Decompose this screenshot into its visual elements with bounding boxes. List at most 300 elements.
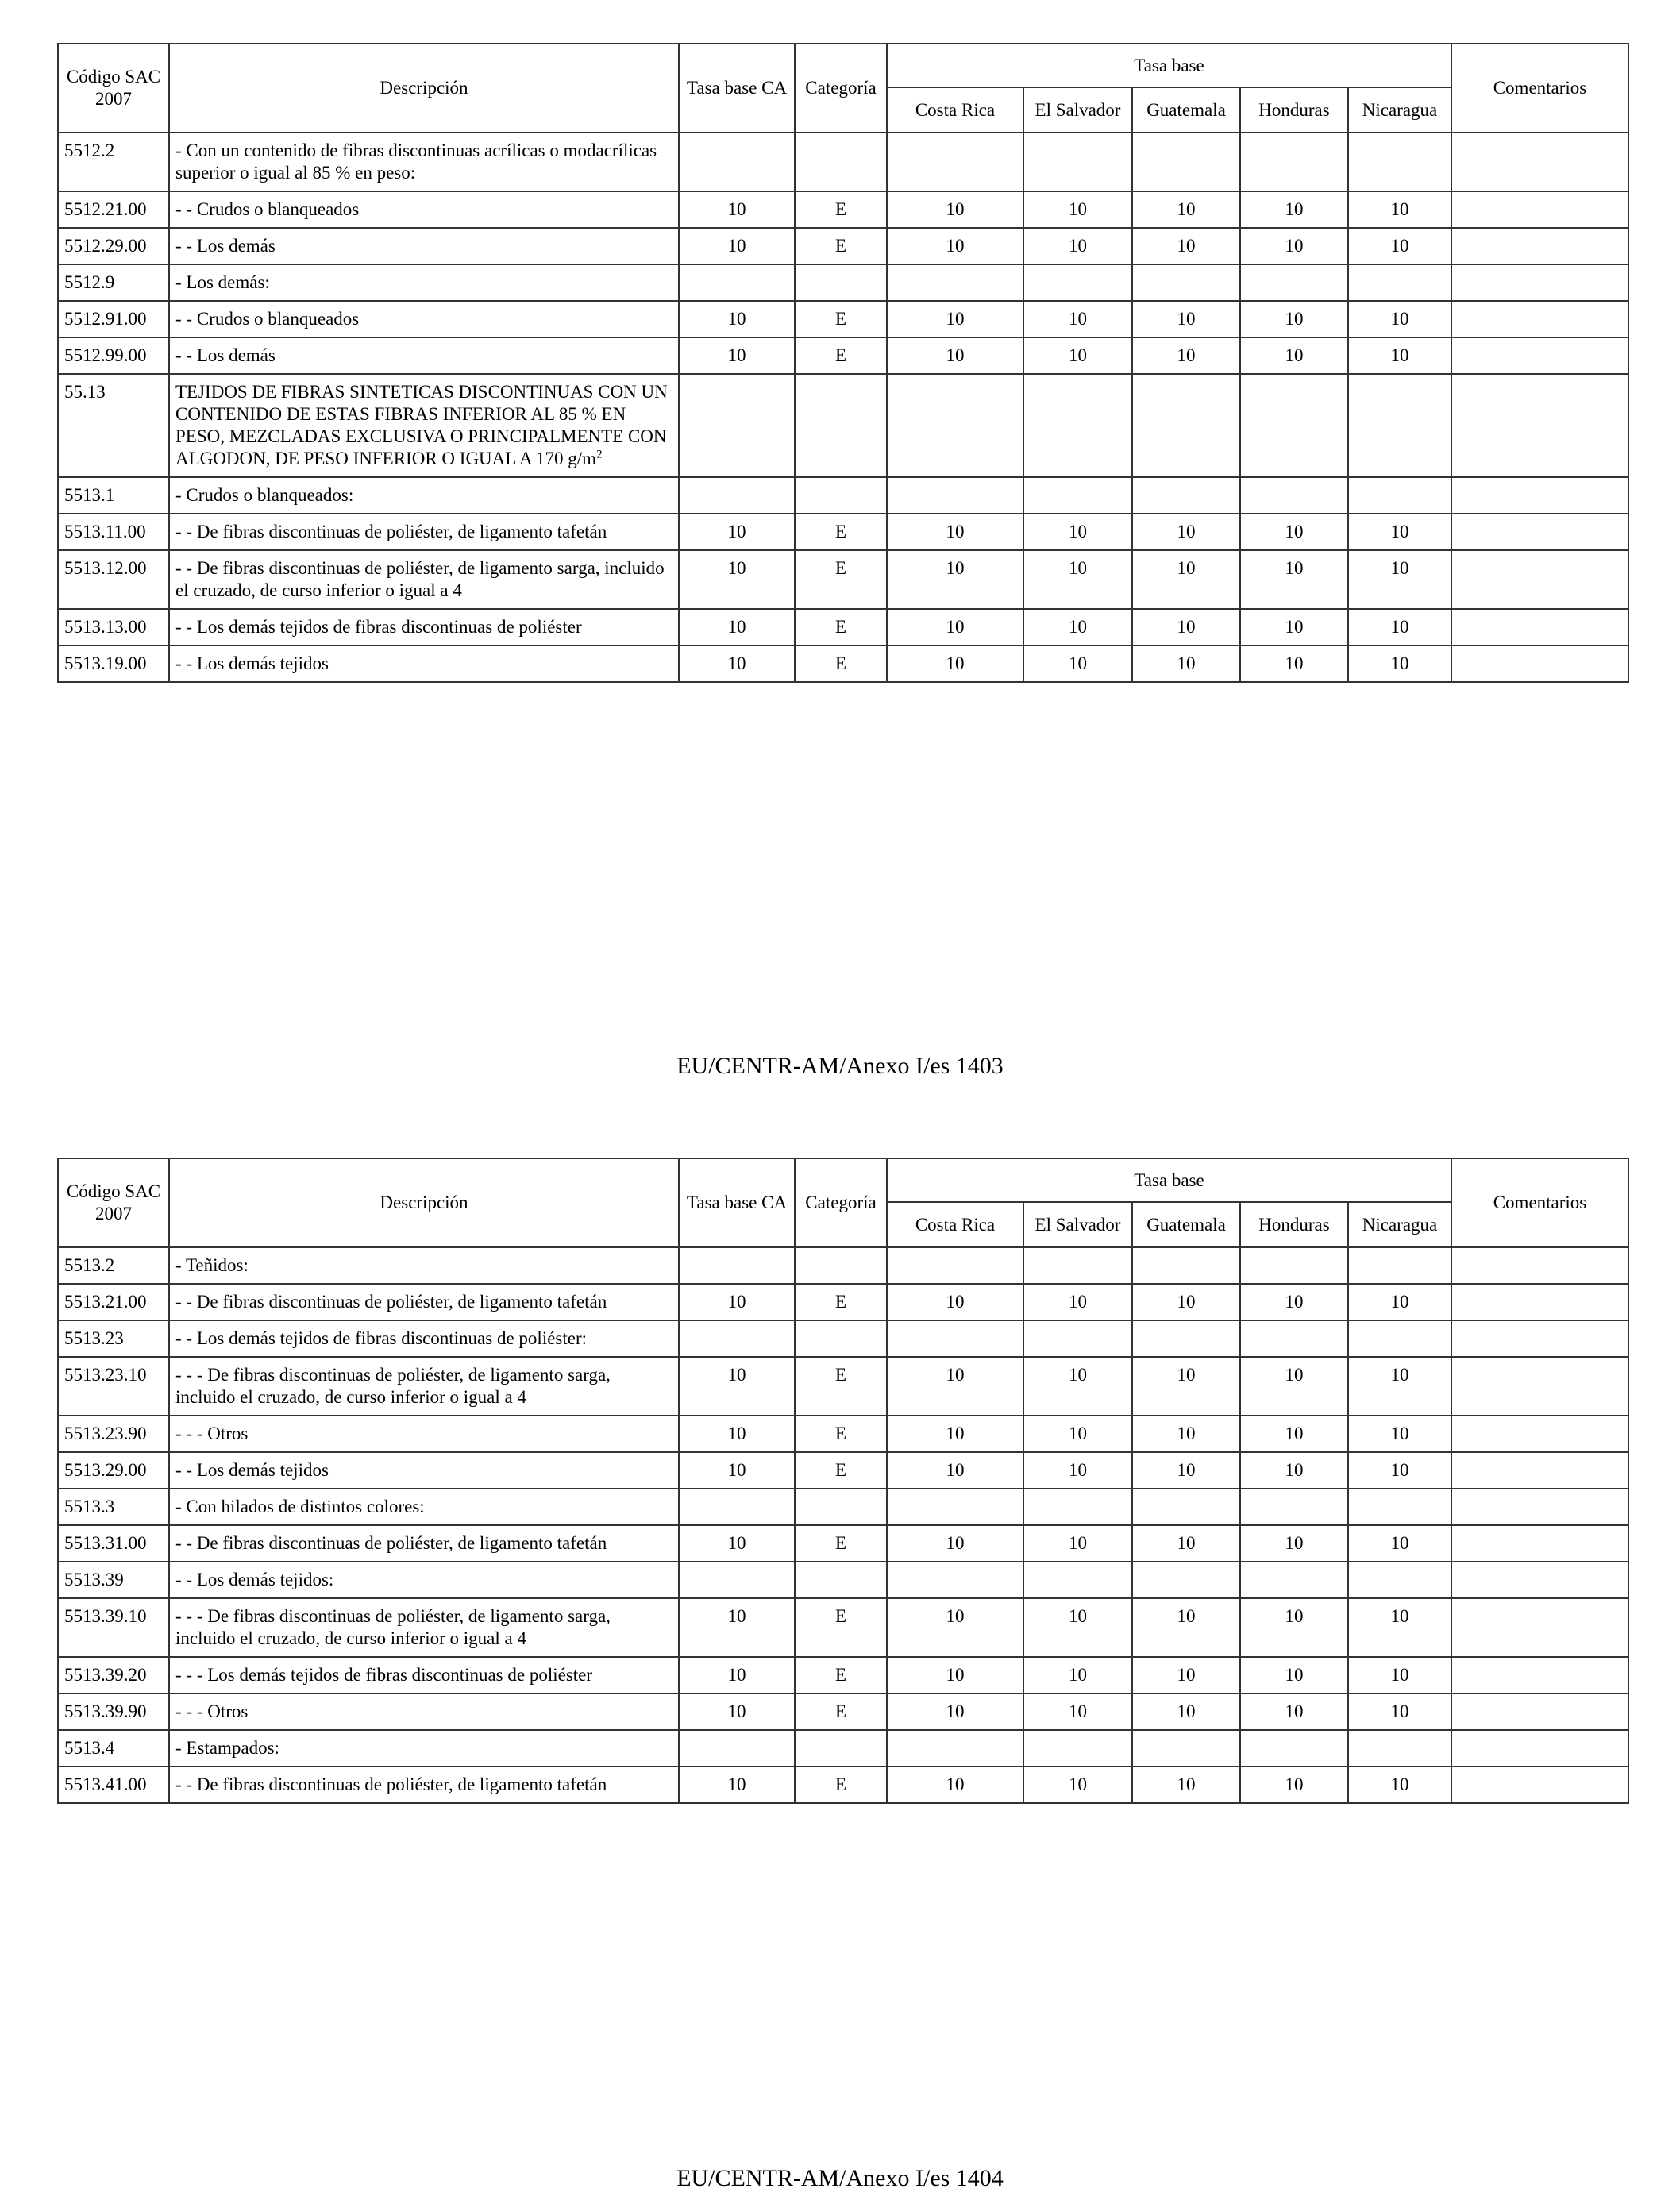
cell-nicaragua [1348,1247,1451,1284]
cell-guatemala [1132,1489,1240,1525]
cell-codigo: 5513.11.00 [58,514,169,550]
cell-tasa-base-ca: 10 [679,228,795,264]
cell-descripcion: - - De fibras discontinuas de poliéster, de ligamento sarga, incluido el cruzado, de curso inferior o igual a 4 [169,550,679,609]
header-el-salvador: El Salvador [1023,1202,1132,1247]
cell-codigo: 5513.21.00 [58,1284,169,1320]
cell-comentarios [1451,1452,1628,1489]
cell-honduras: 10 [1240,609,1348,645]
cell-costa-rica: 10 [887,1357,1023,1416]
cell-honduras: 10 [1240,191,1348,228]
cell-comentarios [1451,1489,1628,1525]
cell-costa-rica: 10 [887,1598,1023,1657]
cell-el-salvador [1023,1489,1132,1525]
cell-honduras [1240,133,1348,191]
cell-descripcion: - Estampados: [169,1730,679,1767]
cell-costa-rica: 10 [887,1452,1023,1489]
cell-honduras [1240,1562,1348,1598]
cell-honduras [1240,1320,1348,1357]
table-row [58,1730,1628,1767]
cell-tasa-base-ca: 10 [679,645,795,682]
cell-honduras: 10 [1240,337,1348,374]
cell-nicaragua: 10 [1348,1357,1451,1416]
cell-comentarios [1451,1657,1628,1693]
header-el-salvador: El Salvador [1023,87,1132,133]
cell-descripcion: - - Los demás tejidos [169,645,679,682]
cell-costa-rica [887,1489,1023,1525]
table-header [58,1158,1628,1247]
cell-costa-rica: 10 [887,1693,1023,1730]
cell-tasa-base-ca [679,477,795,514]
cell-el-salvador [1023,1562,1132,1598]
cell-comentarios [1451,264,1628,301]
cell-descripcion: - - Los demás tejidos [169,1452,679,1489]
cell-tasa-base-ca [679,1562,795,1598]
cell-honduras [1240,1489,1348,1525]
cell-tasa-base-ca [679,1247,795,1284]
cell-descripcion: - - - Los demás tejidos de fibras discontinuas de poliéster [169,1657,679,1693]
table-row [58,1562,1628,1598]
cell-categoria: E [795,301,887,337]
cell-comentarios [1451,1247,1628,1284]
table-row [58,374,1628,477]
cell-descripcion: - - De fibras discontinuas de poliéster, de ligamento tafetán [169,1525,679,1562]
cell-codigo: 5513.39.20 [58,1657,169,1693]
cell-tasa-base-ca [679,374,795,477]
cell-el-salvador: 10 [1023,1657,1132,1693]
cell-comentarios [1451,1730,1628,1767]
cell-categoria: E [795,191,887,228]
cell-codigo: 5513.2 [58,1247,169,1284]
cell-categoria [795,133,887,191]
cell-honduras [1240,264,1348,301]
header-honduras: Honduras [1240,87,1348,133]
cell-nicaragua [1348,1730,1451,1767]
table-row [58,609,1628,645]
cell-descripcion: - - - De fibras discontinuas de poliéster, de ligamento sarga, incluido el cruzado, de curso inferior o igual a 4 [169,1598,679,1657]
cell-codigo: 5513.1 [58,477,169,514]
cell-comentarios [1451,191,1628,228]
table-row [58,133,1628,191]
cell-codigo: 5512.99.00 [58,337,169,374]
cell-tasa-base-ca [679,1320,795,1357]
header-guatemala: Guatemala [1132,87,1240,133]
cell-codigo: 5513.23 [58,1320,169,1357]
cell-guatemala: 10 [1132,1598,1240,1657]
cell-tasa-base-ca: 10 [679,514,795,550]
cell-guatemala [1132,264,1240,301]
table-row [58,301,1628,337]
cell-codigo: 55.13 [58,374,169,477]
cell-categoria: E [795,1284,887,1320]
cell-comentarios [1451,1416,1628,1452]
table-row [58,1525,1628,1562]
cell-nicaragua [1348,133,1451,191]
cell-descripcion: - - De fibras discontinuas de poliéster, de ligamento tafetán [169,1284,679,1320]
cell-el-salvador: 10 [1023,1598,1132,1657]
header-descripcion: Descripción [169,1158,679,1247]
tariff-table-1 [57,43,1629,683]
cell-guatemala: 10 [1132,550,1240,609]
cell-guatemala: 10 [1132,1284,1240,1320]
header-codigo: Código SAC 2007 [58,44,169,133]
header-nicaragua: Nicaragua [1348,87,1451,133]
cell-honduras [1240,1247,1348,1284]
cell-descripcion: - - De fibras discontinuas de poliéster, de ligamento tafetán [169,1767,679,1803]
cell-comentarios [1451,645,1628,682]
cell-honduras [1240,477,1348,514]
cell-nicaragua: 10 [1348,191,1451,228]
cell-descripcion: - - - Otros [169,1416,679,1452]
cell-nicaragua [1348,374,1451,477]
cell-comentarios [1451,477,1628,514]
cell-categoria: E [795,1525,887,1562]
cell-el-salvador [1023,477,1132,514]
cell-el-salvador: 10 [1023,514,1132,550]
cell-tasa-base-ca: 10 [679,1657,795,1693]
page-footer: EU/CENTR-AM/Anexo I/es 1404 [676,2165,1004,2191]
cell-codigo: 5513.39 [58,1562,169,1598]
cell-el-salvador [1023,133,1132,191]
cell-codigo: 5513.23.10 [58,1357,169,1416]
cell-tasa-base-ca: 10 [679,1525,795,1562]
cell-costa-rica: 10 [887,228,1023,264]
cell-descripcion: - Los demás: [169,264,679,301]
cell-codigo: 5513.41.00 [58,1767,169,1803]
cell-guatemala: 10 [1132,1657,1240,1693]
cell-descripcion: - - Los demás [169,228,679,264]
cell-comentarios [1451,1357,1628,1416]
table-row [58,1357,1628,1416]
cell-categoria: E [795,1598,887,1657]
cell-comentarios [1451,1284,1628,1320]
cell-honduras: 10 [1240,1284,1348,1320]
cell-tasa-base-ca: 10 [679,609,795,645]
cell-honduras: 10 [1240,1525,1348,1562]
cell-guatemala: 10 [1132,514,1240,550]
cell-categoria [795,1489,887,1525]
cell-guatemala: 10 [1132,228,1240,264]
cell-guatemala: 10 [1132,609,1240,645]
cell-el-salvador: 10 [1023,550,1132,609]
cell-guatemala [1132,133,1240,191]
cell-tasa-base-ca [679,264,795,301]
cell-codigo: 5513.3 [58,1489,169,1525]
cell-costa-rica: 10 [887,337,1023,374]
cell-el-salvador: 10 [1023,1357,1132,1416]
table-header [58,44,1628,133]
cell-costa-rica [887,1562,1023,1598]
cell-guatemala [1132,477,1240,514]
header-comentarios: Comentarios [1451,44,1628,133]
cell-costa-rica: 10 [887,1657,1023,1693]
cell-tasa-base-ca: 10 [679,1284,795,1320]
cell-descripcion: - - Crudos o blanqueados [169,191,679,228]
cell-guatemala: 10 [1132,301,1240,337]
cell-el-salvador: 10 [1023,1416,1132,1452]
cell-el-salvador [1023,374,1132,477]
cell-el-salvador: 10 [1023,1767,1132,1803]
cell-codigo: 5513.39.10 [58,1598,169,1657]
cell-nicaragua: 10 [1348,1657,1451,1693]
cell-el-salvador: 10 [1023,1284,1132,1320]
cell-guatemala [1132,1730,1240,1767]
superscript: 2 [596,448,603,461]
cell-categoria [795,1562,887,1598]
cell-guatemala [1132,1247,1240,1284]
cell-costa-rica [887,477,1023,514]
table-row [58,1452,1628,1489]
cell-descripcion: - - - Otros [169,1693,679,1730]
cell-guatemala [1132,1320,1240,1357]
cell-nicaragua: 10 [1348,228,1451,264]
cell-comentarios [1451,1320,1628,1357]
cell-codigo: 5513.19.00 [58,645,169,682]
cell-descripcion: - Con un contenido de fibras discontinuas acrílicas o modacrílicas superior o igual al 85 % en peso: [169,133,679,191]
cell-costa-rica: 10 [887,1525,1023,1562]
cell-comentarios [1451,337,1628,374]
cell-costa-rica [887,264,1023,301]
cell-comentarios [1451,550,1628,609]
cell-costa-rica [887,1320,1023,1357]
table-row [58,645,1628,682]
cell-descripcion: - Teñidos: [169,1247,679,1284]
cell-comentarios [1451,1767,1628,1803]
cell-nicaragua: 10 [1348,1767,1451,1803]
cell-codigo: 5512.21.00 [58,191,169,228]
header-categoria: Categoría [795,1158,887,1247]
cell-codigo: 5513.12.00 [58,550,169,609]
cell-honduras: 10 [1240,550,1348,609]
header-descripcion: Descripción [169,44,679,133]
cell-nicaragua [1348,264,1451,301]
cell-comentarios [1451,1598,1628,1657]
cell-nicaragua [1348,1489,1451,1525]
cell-categoria: E [795,1357,887,1416]
cell-honduras [1240,374,1348,477]
cell-categoria: E [795,1657,887,1693]
cell-categoria: E [795,645,887,682]
cell-tasa-base-ca: 10 [679,191,795,228]
cell-honduras: 10 [1240,1598,1348,1657]
cell-honduras: 10 [1240,645,1348,682]
header-tasa-base: Tasa base [887,44,1451,87]
cell-tasa-base-ca: 10 [679,1767,795,1803]
cell-comentarios [1451,1562,1628,1598]
header-tasa-base-ca: Tasa base CA [679,44,795,133]
cell-el-salvador [1023,1320,1132,1357]
cell-costa-rica: 10 [887,609,1023,645]
cell-costa-rica [887,1247,1023,1284]
cell-categoria: E [795,1693,887,1730]
cell-nicaragua: 10 [1348,645,1451,682]
tariff-table-2 [57,1158,1629,1804]
table-row [58,1416,1628,1452]
cell-codigo: 5512.2 [58,133,169,191]
cell-categoria: E [795,228,887,264]
cell-comentarios [1451,133,1628,191]
cell-descripcion: - - De fibras discontinuas de poliéster, de ligamento tafetán [169,514,679,550]
cell-nicaragua: 10 [1348,609,1451,645]
cell-el-salvador [1023,1730,1132,1767]
cell-el-salvador: 10 [1023,191,1132,228]
cell-comentarios [1451,514,1628,550]
table-row [58,1657,1628,1693]
cell-guatemala [1132,1562,1240,1598]
table-row [58,1598,1628,1657]
cell-honduras: 10 [1240,1416,1348,1452]
cell-el-salvador: 10 [1023,1693,1132,1730]
cell-honduras: 10 [1240,1452,1348,1489]
cell-el-salvador: 10 [1023,337,1132,374]
cell-nicaragua [1348,1320,1451,1357]
table-row [58,228,1628,264]
table-row [58,337,1628,374]
cell-descripcion: - - Los demás [169,337,679,374]
cell-el-salvador: 10 [1023,228,1132,264]
header-costa-rica: Costa Rica [887,1202,1023,1247]
cell-costa-rica: 10 [887,191,1023,228]
cell-nicaragua [1348,1562,1451,1598]
cell-tasa-base-ca: 10 [679,1416,795,1452]
header-honduras: Honduras [1240,1202,1348,1247]
cell-descripcion: - Con hilados de distintos colores: [169,1489,679,1525]
cell-tasa-base-ca: 10 [679,337,795,374]
table-row [58,1489,1628,1525]
table-row [58,1693,1628,1730]
cell-tasa-base-ca: 10 [679,1357,795,1416]
cell-honduras: 10 [1240,514,1348,550]
cell-categoria: E [795,514,887,550]
header-codigo: Código SAC 2007 [58,1158,169,1247]
cell-comentarios [1451,301,1628,337]
cell-el-salvador [1023,1247,1132,1284]
cell-descripcion: - - Crudos o blanqueados [169,301,679,337]
cell-costa-rica: 10 [887,550,1023,609]
table-row [58,1767,1628,1803]
cell-codigo: 5512.29.00 [58,228,169,264]
header-categoria: Categoría [795,44,887,133]
cell-costa-rica: 10 [887,1284,1023,1320]
cell-guatemala: 10 [1132,1767,1240,1803]
cell-honduras: 10 [1240,1357,1348,1416]
cell-costa-rica: 10 [887,645,1023,682]
cell-guatemala: 10 [1132,1452,1240,1489]
cell-tasa-base-ca: 10 [679,550,795,609]
cell-categoria [795,264,887,301]
cell-costa-rica: 10 [887,514,1023,550]
cell-el-salvador: 10 [1023,645,1132,682]
table-row [58,514,1628,550]
cell-categoria [795,1730,887,1767]
cell-descripcion: - - Los demás tejidos de fibras discontinuas de poliéster [169,609,679,645]
cell-codigo: 5512.9 [58,264,169,301]
cell-nicaragua: 10 [1348,337,1451,374]
header-tasa-base: Tasa base [887,1158,1451,1202]
cell-descripcion: - - Los demás tejidos de fibras discontinuas de poliéster: [169,1320,679,1357]
cell-guatemala [1132,374,1240,477]
table-row [58,550,1628,609]
cell-codigo: 5513.4 [58,1730,169,1767]
cell-descripcion: TEJIDOS DE FIBRAS SINTETICAS DISCONTINUAS CON UN CONTENIDO DE ESTAS FIBRAS INFERIOR AL 85 % EN PESO, MEZCLADAS EXCLUSIVA O PRINCIPALMENTE CON ALGODON, DE PESO INFERIOR O IGUAL A 170 $g/m^2$ [169,374,679,477]
table-row [58,264,1628,301]
table-row [58,191,1628,228]
cell-honduras: 10 [1240,1767,1348,1803]
cell-comentarios [1451,1525,1628,1562]
cell-comentarios [1451,374,1628,477]
table-row [58,1320,1628,1357]
cell-categoria: E [795,609,887,645]
cell-guatemala: 10 [1132,1416,1240,1452]
cell-costa-rica: 10 [887,1767,1023,1803]
header-guatemala: Guatemala [1132,1202,1240,1247]
cell-guatemala: 10 [1132,1525,1240,1562]
cell-codigo: 5513.39.90 [58,1693,169,1730]
cell-nicaragua: 10 [1348,1693,1451,1730]
cell-costa-rica [887,374,1023,477]
cell-guatemala: 10 [1132,191,1240,228]
cell-guatemala: 10 [1132,1357,1240,1416]
cell-costa-rica: 10 [887,301,1023,337]
cell-codigo: 5512.91.00 [58,301,169,337]
cell-codigo: 5513.31.00 [58,1525,169,1562]
cell-honduras: 10 [1240,301,1348,337]
cell-honduras: 10 [1240,1693,1348,1730]
cell-tasa-base-ca: 10 [679,1693,795,1730]
header-comentarios: Comentarios [1451,1158,1628,1247]
header-tasa-base-ca: Tasa base CA [679,1158,795,1247]
cell-categoria [795,1320,887,1357]
cell-nicaragua: 10 [1348,1416,1451,1452]
cell-guatemala: 10 [1132,337,1240,374]
cell-tasa-base-ca [679,1489,795,1525]
cell-costa-rica [887,1730,1023,1767]
header-costa-rica: Costa Rica [887,87,1023,133]
cell-tasa-base-ca: 10 [679,1452,795,1489]
cell-categoria: E [795,337,887,374]
cell-costa-rica: 10 [887,1416,1023,1452]
table-row [58,1247,1628,1284]
cell-nicaragua: 10 [1348,1452,1451,1489]
cell-categoria [795,1247,887,1284]
cell-honduras: 10 [1240,1657,1348,1693]
cell-nicaragua [1348,477,1451,514]
cell-el-salvador: 10 [1023,1452,1132,1489]
cell-el-salvador: 10 [1023,1525,1132,1562]
table-row [58,1284,1628,1320]
cell-categoria: E [795,1416,887,1452]
cell-categoria: E [795,1452,887,1489]
cell-tasa-base-ca: 10 [679,1598,795,1657]
cell-honduras: 10 [1240,228,1348,264]
cell-comentarios [1451,609,1628,645]
cell-nicaragua: 10 [1348,550,1451,609]
cell-descripcion: - - - De fibras discontinuas de poliéster, de ligamento sarga, incluido el cruzado, de curso inferior o igual a 4 [169,1357,679,1416]
cell-categoria: E [795,550,887,609]
cell-el-salvador: 10 [1023,301,1132,337]
cell-nicaragua: 10 [1348,301,1451,337]
header-nicaragua: Nicaragua [1348,1202,1451,1247]
cell-categoria [795,477,887,514]
cell-nicaragua: 10 [1348,514,1451,550]
cell-codigo: 5513.29.00 [58,1452,169,1489]
cell-honduras [1240,1730,1348,1767]
cell-tasa-base-ca [679,1730,795,1767]
cell-categoria: E [795,1767,887,1803]
table-row [58,477,1628,514]
cell-nicaragua: 10 [1348,1284,1451,1320]
cell-tasa-base-ca: 10 [679,301,795,337]
cell-descripcion: - - Los demás tejidos: [169,1562,679,1598]
